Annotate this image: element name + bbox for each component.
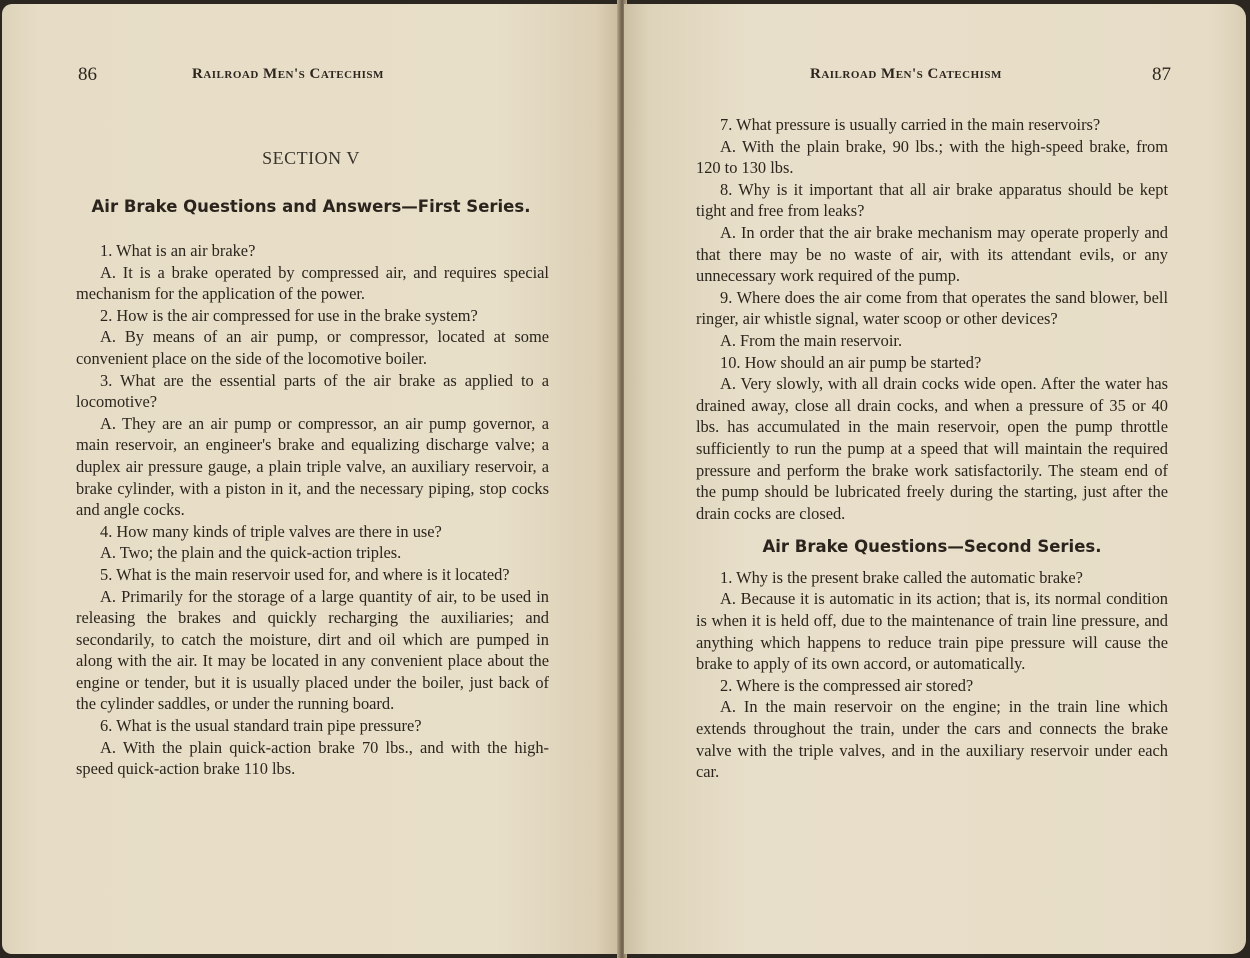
paragraph: 4. How many kinds of triple valves are there in use? (100, 521, 442, 541)
paragraph: A. Very slowly, with all drain cocks wide open. After the water has drained away, close all drain cocks, and when a pressure of 35 or 40 lbs. has accumulated in the main reservoir, open the pump throttle sufficiently to run the pump at a speed that will maintain the required pressure and perform the brake work satisfactorily. The steam end of the pump should be lubricated freely during the starting, just after the drain cocks are closed. (696, 374, 1168, 523)
paragraph: A. With the plain quick-action brake 70 lbs., and with the high-speed quick-action brake 110 lbs. (76, 737, 549, 779)
left-text-block (76, 240, 549, 780)
paragraph: A. Because it is automatic in its action; that is, its normal condition is when it is held off, due to the maintenance of train line pressure, and anything which happens to reduce train pipe pressure will cause the brake to apply of its own accord, or automatically. (696, 589, 1168, 674)
running-head: Railroad Men's Catechism (192, 66, 384, 82)
series-title: Air Brake Questions—Second Series. (762, 537, 1102, 557)
running-head: Railroad Men's Catechism (810, 66, 1002, 82)
page-number: 87 (1152, 64, 1171, 85)
page-number: 86 (78, 64, 97, 85)
section-title: SECTION V (262, 148, 360, 168)
paragraph: 5. What is the main reservoir used for, and where is it located? (100, 564, 510, 584)
paragraph: A. Two; the plain and the quick-action triples. (100, 543, 402, 563)
paragraph: A. By means of an air pump, or compressor, located at some convenient place on the side of the locomotive boiler. (76, 327, 549, 368)
paragraph: A. In the main reservoir on the engine; in the train line which extends throughout the train, under the cars and connects the brake valve with the triple valves, and in the auxiliary reservoir under each car. (696, 697, 1168, 782)
paragraph: 9. Where does the air come from that operates the sand blower, bell ringer, air whistle signal, water scoop or other devices? (696, 287, 1168, 329)
paragraph: A. In order that the air brake mechanism may operate properly and that there may be no waste of air, with its attendant evils, or any unnecessary work required of the pump. (696, 222, 1168, 286)
right-text-block (696, 114, 1168, 783)
paragraph: 2. Where is the compressed air stored? (720, 675, 974, 695)
paragraph: 7. What pressure is usually carried in the main reservoirs? (720, 115, 1101, 134)
series-title: Air Brake Questions and Answers—First Series. (91, 197, 531, 216)
paragraph: 6. What is the usual standard train pipe pressure? (100, 716, 422, 736)
paragraph: 3. What are the essential parts of the air brake as applied to a locomotive? (76, 370, 549, 412)
paragraph: A. They are an air pump or compressor, an air pump governor, a main reservoir, an engineer's brake and equalizing discharge valve; a duplex air pressure gauge, a plain triple valve, an auxiliary reservoir, a brake cylinder, with a piston in it, and the necessary piping, stop cocks and angle cocks. (76, 413, 549, 520)
paragraph: 2. How is the air compressed for use in the brake system? (100, 305, 478, 325)
paragraph: 8. Why is it important that all air brake apparatus should be kept tight and free from leaks? (696, 179, 1168, 221)
paragraph: 10. How should an air pump be started? (720, 352, 982, 372)
right-page (624, 4, 1246, 954)
paragraph: 1. What is an air brake? (100, 241, 256, 260)
paragraph: 1. Why is the present brake called the automatic brake? (720, 567, 1083, 587)
paragraph: A. Primarily for the storage of a large quantity of air, to be used in releasing the brakes and quickly recharging the auxiliaries; and secondarily, to catch the moisture, dirt and oil which are pumped in along with the air. It may be located in any convenient place about the engine or tender, but it is usually placed under the boiler, just back of the cylinder saddles, or under the running board. (76, 586, 549, 714)
paragraph: A. It is a brake operated by compressed air, and requires special mechanism for the application of the power. (76, 262, 549, 304)
left-page (2, 4, 620, 954)
paragraph: A. From the main reservoir. (720, 330, 903, 350)
paragraph: A. With the plain brake, 90 lbs.; with the high-speed brake, from 120 to 130 lbs. (696, 136, 1168, 178)
